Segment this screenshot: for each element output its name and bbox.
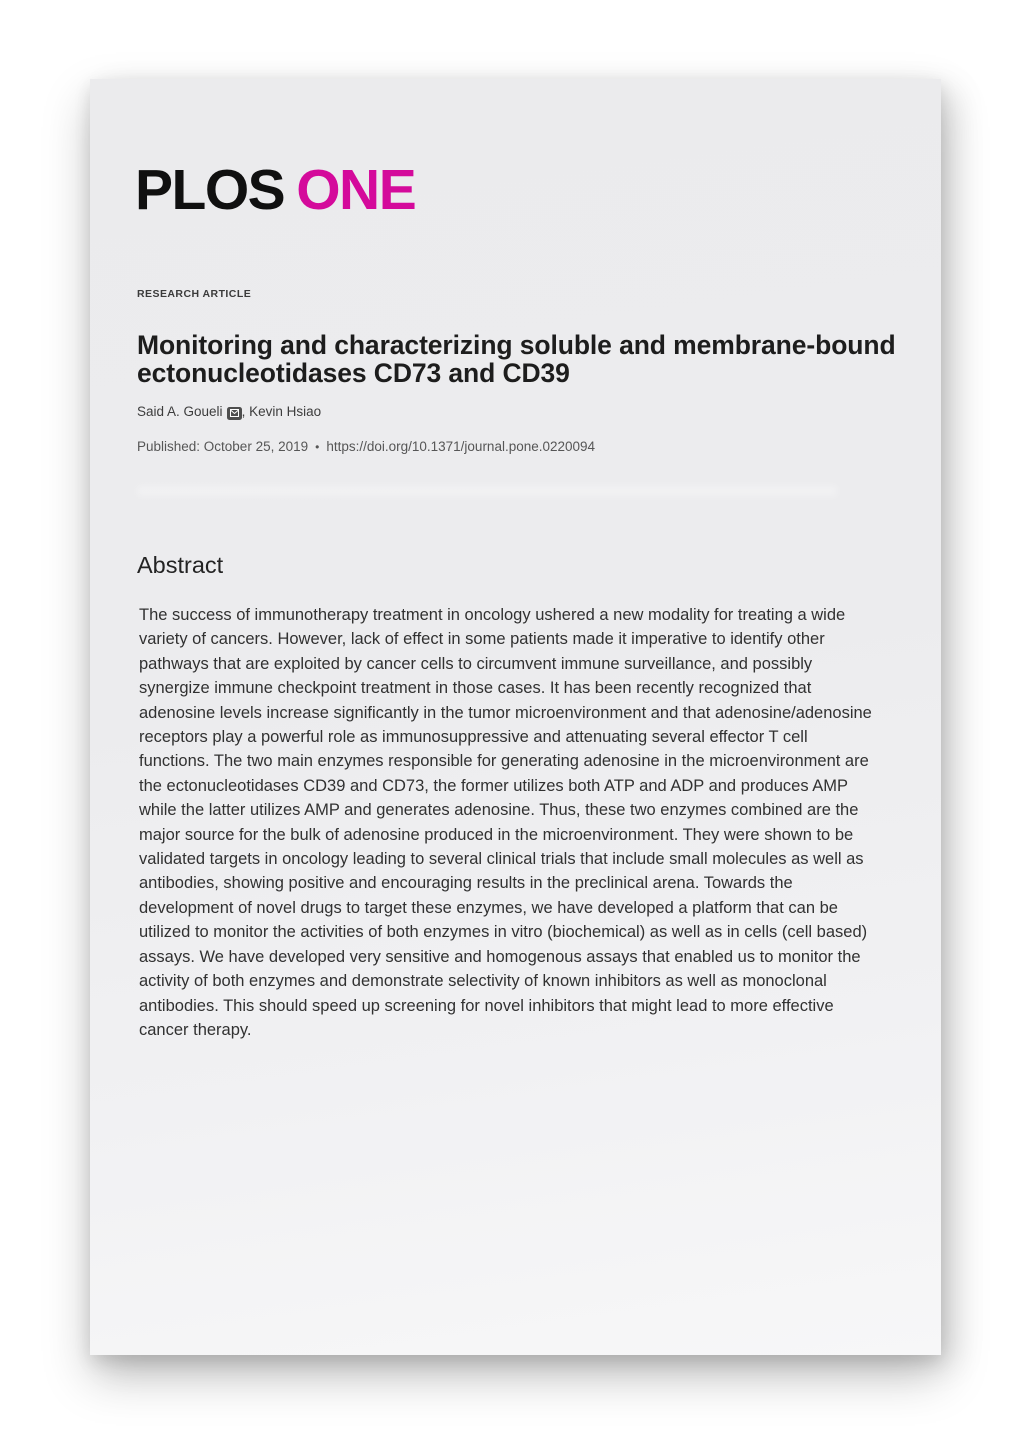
article-type-kicker: RESEARCH ARTICLE bbox=[137, 288, 252, 300]
abstract-heading: Abstract bbox=[137, 552, 224, 578]
logo-one-text: ONE bbox=[296, 158, 416, 222]
envelope-icon[interactable] bbox=[227, 407, 242, 420]
publication-line bbox=[137, 439, 595, 454]
author-said-goueli[interactable]: Said A. Goueli bbox=[137, 404, 223, 419]
author-kevin-hsiao[interactable]: Kevin Hsiao bbox=[249, 404, 322, 419]
article-title: Monitoring and characterizing soluble and membrane-bound ectonucleotidases CD73 and CD39 bbox=[137, 330, 896, 388]
plos-one-logo[interactable] bbox=[135, 158, 416, 222]
doi-link[interactable]: https://doi.org/10.1371/journal.pone.0220094 bbox=[326, 439, 596, 454]
author-list bbox=[137, 404, 321, 420]
bullet-separator: • bbox=[315, 440, 320, 454]
logo-plos-text: PLOS bbox=[135, 158, 285, 222]
abstract-text: The success of immunotherapy treatment in oncology ushered a new modality for treating a wide variety of cancers. However, lack of effect in some patients made it imperative to identify other pathways that are exploited by cancer cells to circumvent immune surveillance, and possibly synergize immune checkpoint treatment in those cases. It has been recently recognized that adenosine levels increase significantly in the tumor microenvironment and that adenosine/adenosine receptors play a powerful role as immunosuppressive and attenuating several effector T cell functions. The two main enzymes responsible for generating adenosine in the microenvironment are the ectonucleotidases CD39 and CD73, the former utilizes both ATP and ADP and produces AMP while the latter utilizes AMP and generates adenosine. Thus, these two enzymes combined are the major source for the bulk of adenosine produced in the microenvironment. They were shown to be validated targets in oncology leading to several clinical trials that include small molecules as well as antibodies, showing positive and encouraging results in the preclinical arena. Towards the development of novel drugs to target these enzymes, we have developed a platform that can be utilized to monitor the activities of both enzymes in vitro (biochemical) as well as in cells (cell based) assays. We have developed very sensitive and homogenous assays that enabled us to monitor the activity of both enzymes and demonstrate selectivity of known inhibitors as well as monoclonal antibodies. This should speed up screening for novel inhibitors that might lead to more effective cancer therapy. bbox=[139, 606, 872, 1039]
author-separator: , bbox=[241, 404, 250, 419]
published-date: Published: October 25, 2019 bbox=[137, 439, 309, 454]
article-page bbox=[90, 79, 941, 1355]
scan-artifact bbox=[137, 486, 837, 496]
